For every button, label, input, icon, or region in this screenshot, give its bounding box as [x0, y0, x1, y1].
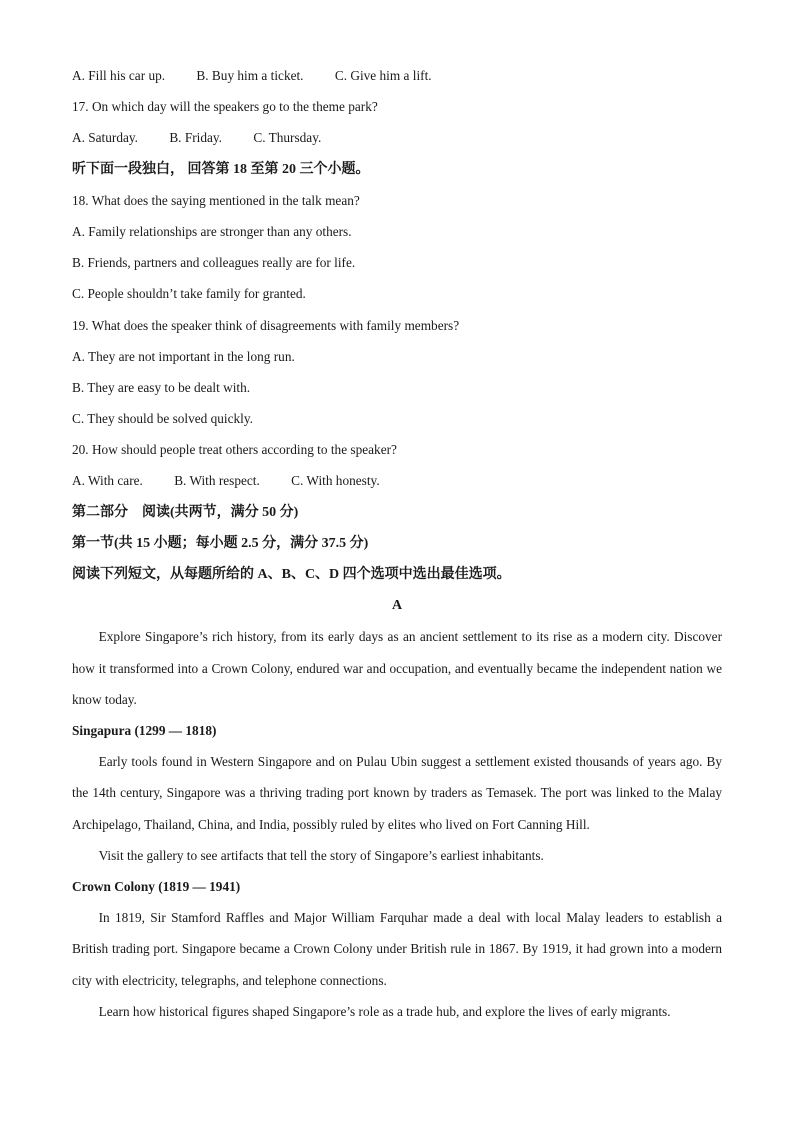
- q20-option-b: B. With respect.: [174, 473, 260, 489]
- passage-intro: Explore Singapore’s rich history, from its early days as an ancient settlement to its rise as a modern city. Discover how it transformed into a Crown Colony, endured war and occupation, and eventually became the independent nation we know today.: [72, 629, 722, 707]
- q19-option-a: A. They are not important in the long run.: [72, 348, 295, 364]
- q19-option-b: B. They are easy to be dealt with.: [72, 379, 251, 395]
- exam-page: [72, 60, 722, 1027]
- section-heading-crown-colony: Crown Colony (1819 — 1941): [72, 878, 241, 894]
- q18-question: 18. What does the saying mentioned in the talk mean?: [72, 192, 360, 208]
- q17-option-b: B. Friday.: [169, 130, 223, 146]
- q18-option-a: A. Family relationships are stronger than any others.: [72, 223, 352, 239]
- section-note-crown-colony: Learn how historical figures shaped Singapore’s role as a trade hub, and explore the lives of early migrants.: [98, 1003, 671, 1019]
- q17-options: [72, 122, 722, 153]
- q17-option-c: C. Thursday.: [253, 130, 322, 146]
- section-note-singapura: Visit the gallery to see artifacts that tell the story of Singapore’s earliest inhabitants.: [98, 847, 544, 863]
- q20-question: 20. How should people treat others according to the speaker?: [72, 442, 397, 458]
- reading-instruction: 阅读下列短文，从每题所给的 A、B、C、D 四个选项中选出最佳选项。: [72, 567, 511, 582]
- q20-option-c: C. With honesty.: [291, 473, 380, 489]
- q16-option-b: B. Buy him a ticket.: [196, 68, 304, 83]
- passage-label: A: [391, 598, 403, 614]
- q18-option-b: B. Friends, partners and colleagues really are for life.: [72, 255, 356, 271]
- part2-title: 第二部分 阅读(共两节，满分 50 分): [72, 504, 299, 520]
- q16-option-c: C. Give him a lift.: [334, 68, 432, 83]
- section-body-singapura: Early tools found in Western Singapore and on Pulau Ubin suggest a settlement existed thousands of years ago. By the 14th century, Singapore was a thriving trading port known by traders as Temasek. The port was linked to the Malay Archipelago, Thailand, China, and India, possibly ruled by elites who lived on Fort Canning Hill.: [72, 754, 722, 832]
- monologue-instruction: 听下面一段独白， 回答第 18 至第 20 三个小题。: [72, 161, 370, 177]
- section-heading-singapura: Singapura (1299 — 1818): [72, 722, 217, 738]
- q16-option-a: A. Fill his car up.: [72, 68, 166, 83]
- q20-option-a: A. With care.: [72, 473, 143, 489]
- q19-question: 19. What does the speaker think of disagreements with family members?: [72, 317, 460, 333]
- q19-option-c: C. They should be solved quickly.: [72, 411, 253, 427]
- q16-options: [72, 60, 722, 91]
- q18-option-c: C. People shouldn’t take family for granted.: [72, 286, 306, 302]
- section1-title: 第一节(共 15 小题；每小题 2.5 分，满分 37.5 分): [72, 535, 369, 551]
- section-body-crown-colony: In 1819, Sir Stamford Raffles and Major William Farquhar made a deal with local Malay leaders to establish a British trading port. Singapore became a Crown Colony under British rule in 1867. By 1919, it had grown into a modern city with electricity, telegraphs, and telephone connections.: [72, 910, 722, 988]
- q17-question: 17. On which day will the speakers go to the theme park?: [72, 99, 378, 115]
- q20-options: [72, 465, 722, 496]
- q17-option-a: A. Saturday.: [72, 130, 138, 146]
